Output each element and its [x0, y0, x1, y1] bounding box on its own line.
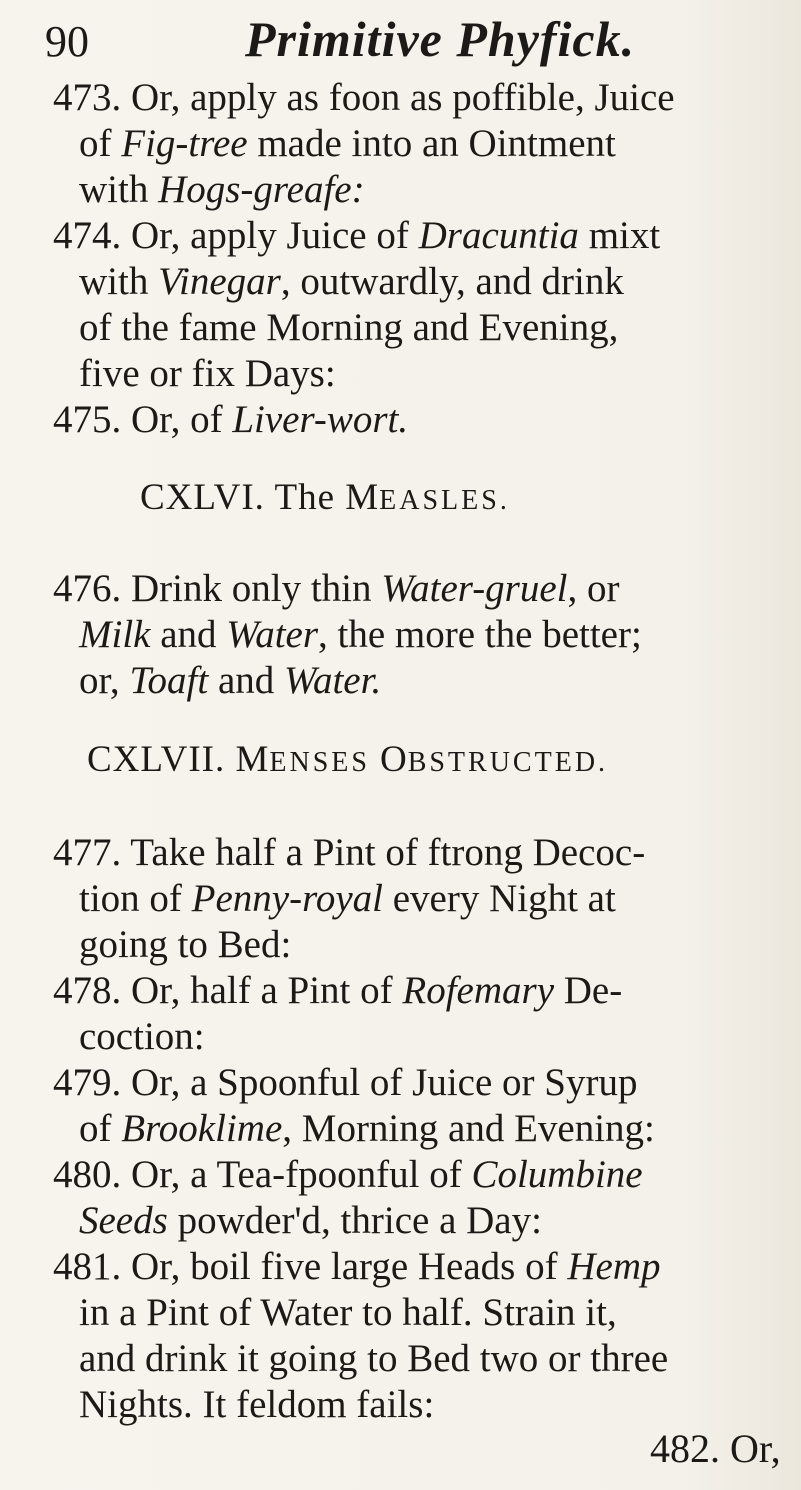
text-line: Seeds powder'd, thrice a Day: [79, 1199, 542, 1242]
text-line: 479. Or, a Spoonful of Juice or Syrup [53, 1061, 638, 1104]
text-line: five or fix Days: [79, 352, 336, 395]
running-title: Primitive Phyfick. [245, 11, 636, 67]
text-line: in a Pint of Water to half. Strain it, [79, 1291, 617, 1334]
text-line: 481. Or, boil five large Heads of Hemp [53, 1245, 661, 1288]
text-line: 480. Or, a Tea-fpoonful of Columbine [53, 1153, 643, 1196]
text-line: 477. Take half a Pint of ftrong Decoc- [53, 831, 646, 874]
text-line: of Fig-tree made into an Ointment [79, 122, 616, 165]
text-line: and drink it going to Bed two or three [79, 1337, 669, 1380]
text-line: of Brooklime, Morning and Evening: [79, 1107, 655, 1150]
section-heading-measles: CXLVI. The MEASLES. [140, 477, 510, 518]
text-line: going to Bed: [79, 923, 292, 966]
catchword: 482. Or, [650, 1426, 781, 1471]
text-line: 476. Drink only thin Water-gruel, or [53, 567, 620, 610]
page-header [45, 6, 761, 76]
text-line: with Vinegar, outwardly, and drink [79, 260, 624, 303]
text-line: 478. Or, half a Pint of Rofemary De- [53, 969, 623, 1012]
text-line: tion of Penny-royal every Night at [79, 877, 616, 920]
text-line: 475. Or, of Liver-wort. [53, 398, 409, 441]
text-line: 474. Or, apply Juice of Dracuntia mixt [53, 214, 661, 257]
text-line: or, Toaft and Water. [79, 659, 382, 702]
text-line: of the fame Morning and Evening, [79, 306, 619, 349]
section-heading-menses-obstructed: CXLVII. MENSES OBSTRUCTED. [87, 739, 609, 780]
text-line: with Hogs-greafe: [79, 168, 365, 211]
text-line: 473. Or, apply as foon as poffible, Juice [53, 76, 675, 119]
text-line: Nights. It feldom fails: [79, 1383, 435, 1426]
text-line: coction: [79, 1015, 205, 1058]
text-line: Milk and Water, the more the better; [79, 613, 642, 656]
page-number: 90 [45, 17, 89, 66]
